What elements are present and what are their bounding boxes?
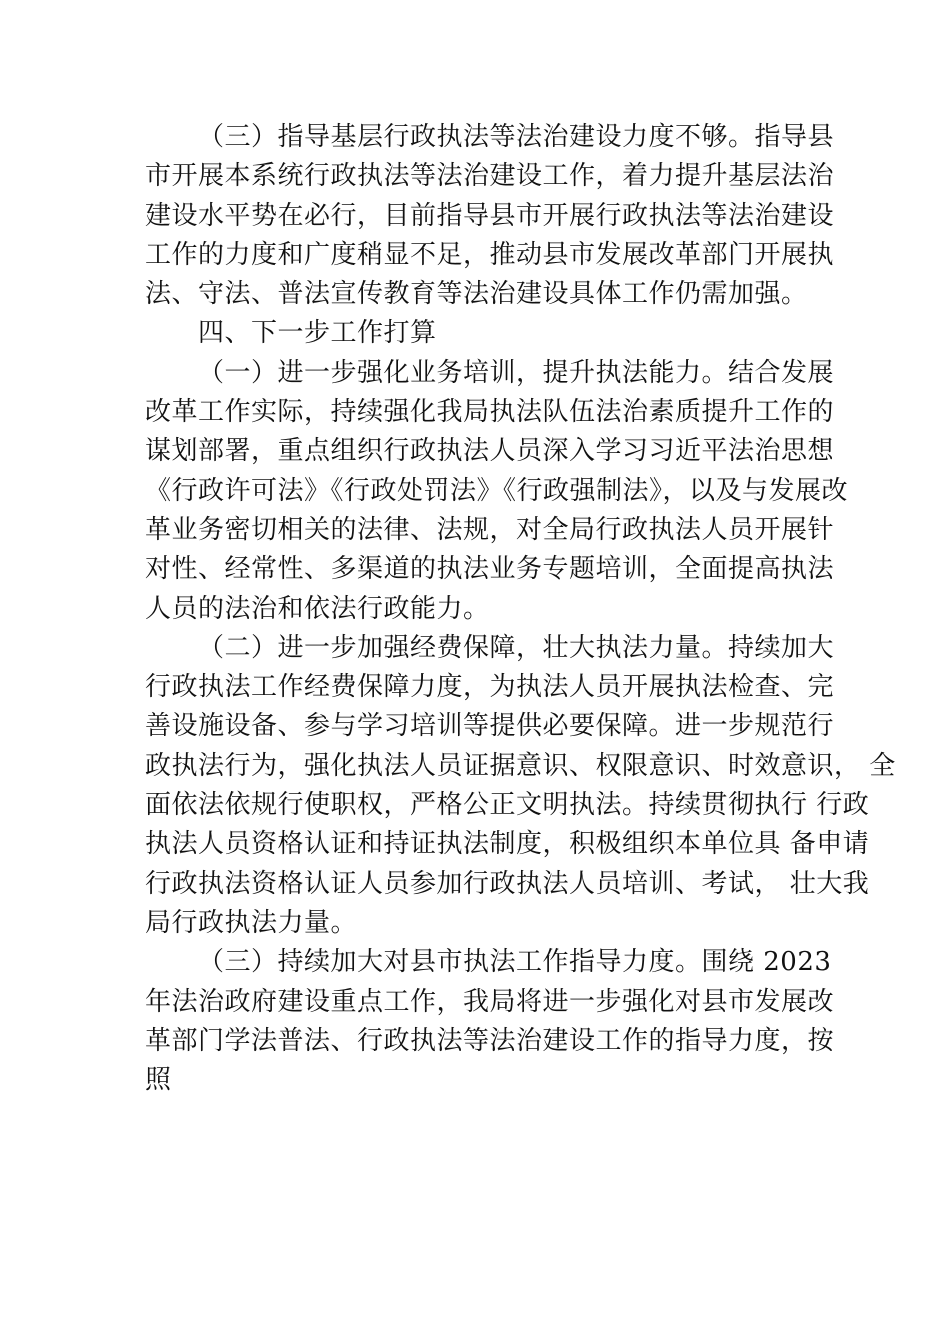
paragraph-line: 行政执法资格认证人员参加行政执法人员培训、考试， 壮大我 xyxy=(145,868,870,899)
paragraph-line: 善设施设备、参与学习培训等提供必要保障。进一步规范行 xyxy=(145,711,835,742)
paragraph-line: （三）指导基层行政执法等法治建设力度不够。指导县 xyxy=(198,122,835,152)
paragraph-line: 谋划部署，重点组织行政执法人员深入学习习近平法治思想 xyxy=(145,436,835,467)
paragraph-line: 建设水平势在必行，目前指导县市开展行政执法等法治建设 xyxy=(145,200,835,231)
paragraph-line: 年法治政府建设重点工作，我局将进一步强化对县市发展改 xyxy=(145,986,835,1017)
paragraph-line: 对性、经常性、多渠道的执法业务专题培训，全面提高执法 xyxy=(145,554,835,585)
paragraph-line: 《行政许可法》《行政处罚法》《行政强制法》，以及与发展改 xyxy=(145,475,849,506)
paragraph-line: 局行政执法力量。 xyxy=(145,907,358,938)
paragraph-line: （三）持续加大对县市执法工作指导力度。围绕 2023 xyxy=(198,947,832,978)
paragraph-line: 行政执法工作经费保障力度，为执法人员开展执法检查、完 xyxy=(145,672,835,703)
paragraph-line: 照 xyxy=(145,1065,172,1096)
section-heading: 四、下一步工作打算 xyxy=(198,318,437,349)
document-body xyxy=(145,118,896,1100)
paragraph-line: 执法人员资格认证和持证执法制度，积极组织本单位具 备申请 xyxy=(145,829,870,860)
paragraph-line: 革业务密切相关的法律、法规，对全局行政执法人员开展针 xyxy=(145,514,835,545)
paragraph-line: （二）进一步加强经费保障，壮大执法力量。持续加大 xyxy=(198,632,835,663)
paragraph-line: 市开展本系统行政执法等法治建设工作，着力提升基层法治 xyxy=(145,161,835,192)
paragraph-line: 工作的力度和广度稍显不足，推动县市发展改革部门开展执 xyxy=(145,239,835,270)
paragraph-line: 革部门学法普法、行政执法等法治建设工作的指导力度，按 xyxy=(145,1025,835,1056)
paragraph-line: 改革工作实际，持续强化我局执法队伍法治素质提升工作的 xyxy=(145,397,835,428)
paragraph-line: 政执法行为，强化执法人员证据意识、权限意识、时效意识， 全 xyxy=(145,750,896,781)
paragraph-line: （一）进一步强化业务培训，提升执法能力。结合发展 xyxy=(198,357,835,388)
paragraph-line: 法、守法、普法宣传教育等法治建设具体工作仍需加强。 xyxy=(145,279,808,310)
paragraph-line: 面依法依规行使职权，严格公正文明执法。持续贯彻执行 行政 xyxy=(145,790,870,821)
paragraph-line: 人员的法治和依法行政能力。 xyxy=(145,593,490,624)
